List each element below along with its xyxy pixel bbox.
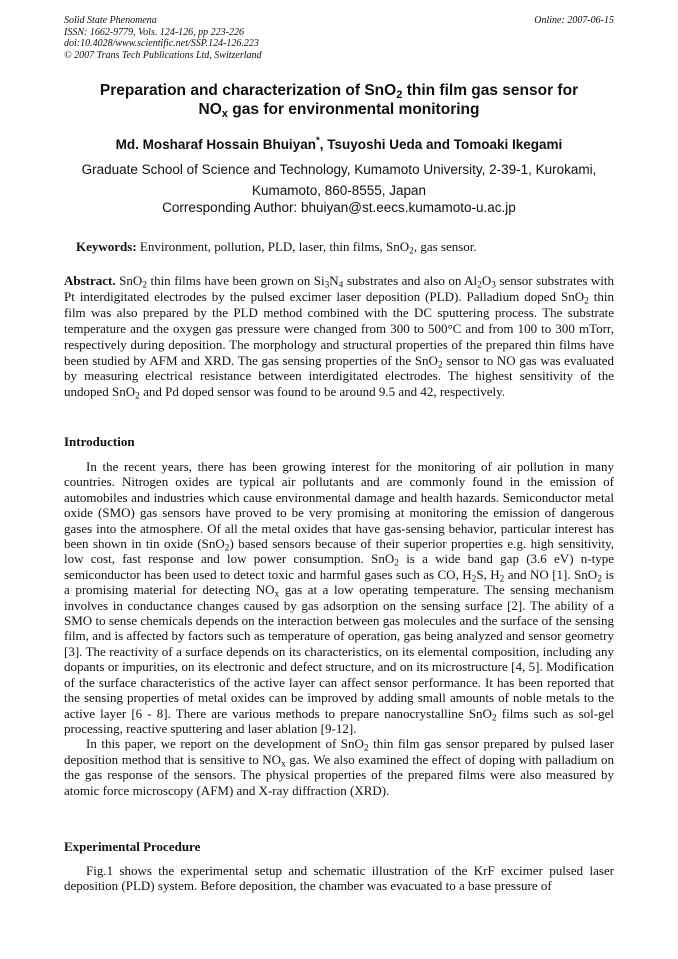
subscript: 3 xyxy=(491,280,496,291)
corresponding-author: Corresponding Author: bhuiyan@st.eecs.kumamoto-u.ac.jp xyxy=(162,200,516,215)
subscript: 4 xyxy=(338,280,344,291)
author-list xyxy=(60,137,618,152)
paragraph-text: In this paper, we report on the development of SnO xyxy=(86,736,364,752)
abstract-text: sensor to NO gas was evaluated by measuring electrical resistance between interdigitated electrodes. The highest sensitivity of the undoped SnO xyxy=(64,352,614,400)
subscript: 2 xyxy=(597,574,602,585)
paper-title xyxy=(60,81,618,119)
subscript: 2 xyxy=(142,280,147,291)
keywords-text: Environment, pollution, PLD, laser, thin films, SnO xyxy=(136,239,410,254)
subscript: 2 xyxy=(499,574,505,585)
subscript: 2 xyxy=(491,712,497,723)
title-text: thin film gas sensor for xyxy=(402,82,579,99)
subscript: x xyxy=(281,759,286,770)
abstract-text: thin films have been grown on Si xyxy=(146,273,325,288)
title-text: gas for environmental monitoring xyxy=(228,101,480,118)
abstract-text: substrates and also on Al xyxy=(343,273,478,288)
title-subscript: x xyxy=(221,107,228,120)
copyright-line: © 2007 Trans Tech Publications Ltd, Switzerland xyxy=(64,49,262,61)
title-text: NO xyxy=(198,101,222,118)
subscript: 2 xyxy=(437,359,443,370)
paragraph-text: films such as sol-gel processing, reactive sputtering and laser ablation [9-12]. xyxy=(64,705,614,736)
issn-line: ISSN: 1662-9779, Vols. 124-126, pp 223-226 xyxy=(64,26,244,38)
abstract-text: N xyxy=(329,273,339,288)
subscript: 2 xyxy=(224,543,230,554)
paragraph-text: thin film gas sensor prepared by pulsed laser deposition method that is sensitive to NO xyxy=(64,736,614,767)
paragraph: Fig.1 shows the experimental setup and schematic illustration of the KrF excimer pulsed laser deposition (PLD) system. Before deposition, the chamber was evacuated to a base pressure of xyxy=(64,863,614,894)
author-name: Md. Mosharaf Hossain Bhuiyan xyxy=(115,137,316,152)
keywords xyxy=(76,239,477,255)
paragraph-text: gas. We also examined the effect of doping with palladium on the gas response of the sensors. The physical properties of the prepared films were also measured by atomic force microscopy (AFM) and X-ray diffraction (XRD). xyxy=(64,751,614,798)
abstract-text: O xyxy=(481,273,492,288)
affiliation xyxy=(60,159,618,201)
paragraph-text: S, H xyxy=(476,566,500,582)
paragraph-text: is a promising material for detecting NO xyxy=(64,566,614,598)
abstract-text: SnO xyxy=(115,273,143,288)
subscript: 2 xyxy=(477,280,482,291)
section-heading-experimental: Experimental Procedure xyxy=(64,839,201,854)
subscript: 2 xyxy=(394,558,399,569)
abstract-label: Abstract. xyxy=(64,273,116,288)
affiliation-line: Kumamoto, 860-8555, Japan xyxy=(251,183,427,198)
paragraph xyxy=(64,459,614,736)
abstract xyxy=(64,273,614,400)
subscript: x xyxy=(274,589,280,600)
paragraph-text: gas at a low operating temperature. The sensing mechanism involves in conductance changes caused by gas adsorption on the sensing surface [2]. The ability of a SMO to sense chemicals depends on the interaction between gas molecules and the surface of the sensing film, and is affected by factors such as temperature of operation, gas being analyzed and sensor geometry [3]. The reactivity of a surface depends on its characteristics, on its elemental composition, including any dopants or impurities, on its electronic and defect structure, and on its microstructure [4, 5]. Modification of the surface characteristics of the active layer can affect sensor performance. It has been reported that the sensing properties of metal oxides can be improved by adding small amounts of noble metals to the active layer [6 - 8]. There are various methods to prepare nanocrystalline SnO xyxy=(64,582,614,721)
abstract-text: thin film was also prepared by the PLD method combined with the DC sputtering process. The substrate temperature and the oxygen gas pressure were changed from 300 to 500°C and from 100 to 300 mTorr, respectively during deposition. The morphology and structural properties of the prepared thin films have been studied by AFM and XRD. The gas sensing properties of the SnO xyxy=(64,288,614,368)
author-names: , Tsuyoshi Ueda and Tomoaki Ikegami xyxy=(319,137,563,152)
paragraph-text: is a wide band gap (3.6 eV) n-type semiconductor has been used to detect toxic and harmful gases such as CO, H xyxy=(64,551,614,582)
subscript: 3 xyxy=(324,280,330,291)
section-heading-introduction: Introduction xyxy=(64,434,135,449)
keywords-label: Keywords: xyxy=(76,239,137,254)
title-text: Preparation and characterization of SnO xyxy=(99,82,397,99)
paragraph-text: In the recent years, there has been growing interest for the monitoring of air pollution in many countries. Nitrogen oxides are typical air pollutants and are commonly found in the emission of automobiles and industries which cause environmental damage and health hazards. Semiconductor metal oxide (SMO) gas sensors have proved to be very promising at monitoring the emission of dangerous gases into the atmosphere. Of all the metal oxides that have gas-sensing behavior, particular interest has been shown in tin oxide (SnO xyxy=(64,459,614,552)
subscript: 2 xyxy=(135,391,140,402)
paragraph xyxy=(64,736,614,798)
online-date: Online: 2007-06-15 xyxy=(534,15,614,26)
keywords-text: , gas sensor. xyxy=(413,239,477,254)
journal-name: Solid State Phenomena xyxy=(64,15,157,26)
abstract-text: sensor substrates with Pt interdigitated electrodes by the pulsed excimer laser deposition (PLD). Palladium doped SnO xyxy=(64,273,615,304)
title-subscript: 2 xyxy=(396,88,403,101)
affiliation-line: Graduate School of Science and Technology, Kumamoto University, 2-39-1, Kurokami, xyxy=(81,162,597,177)
paragraph-text: and NO [1]. SnO xyxy=(504,566,598,582)
subscript: 2 xyxy=(584,296,589,307)
subscript: 2 xyxy=(471,574,477,585)
abstract-text: and Pd doped sensor was found to be around 9.5 and 42, respectively. xyxy=(139,384,506,400)
corresponding-mark: * xyxy=(315,135,320,147)
journal-header xyxy=(64,15,262,61)
experimental-body xyxy=(64,863,614,894)
subscript: 2 xyxy=(363,743,369,754)
introduction-body xyxy=(64,459,614,798)
doi-line: doi:10.4028/www.scientific.net/SSP.124-126.223 xyxy=(64,38,259,49)
paragraph-text: ) based sensors because of their superior properties e.g. high sensitivity, low cost, fast response and low power consumption. SnO xyxy=(64,536,615,567)
subscript: 2 xyxy=(409,246,414,257)
